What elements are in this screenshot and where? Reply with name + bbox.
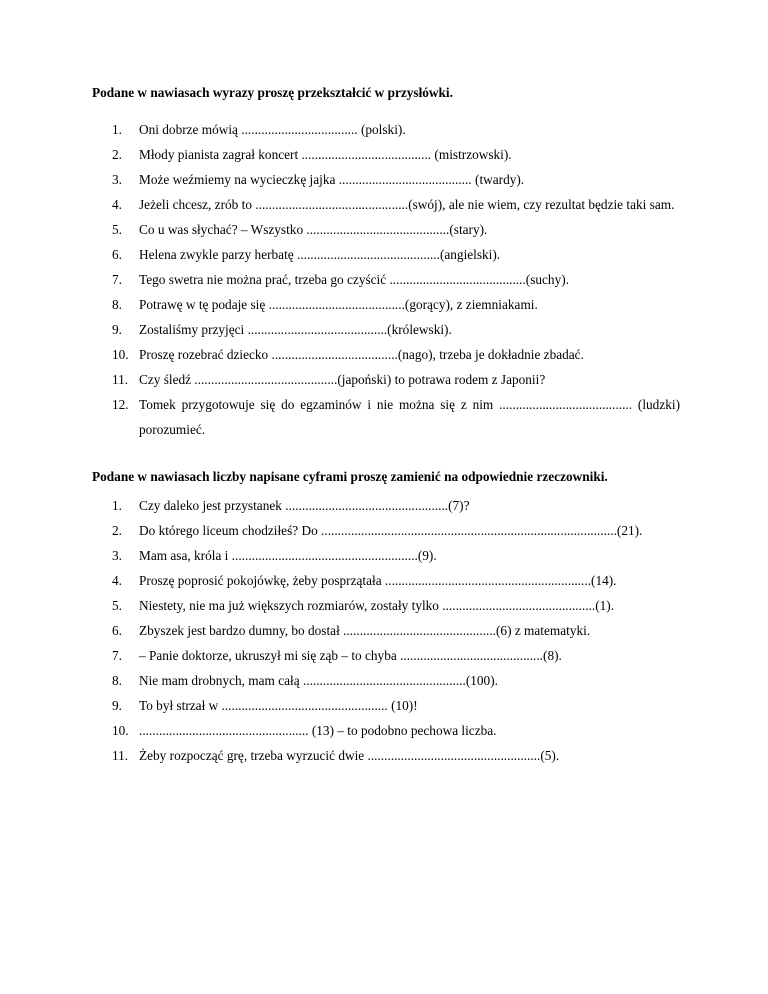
item-number: 8. — [112, 297, 122, 312]
item-number: 5. — [112, 598, 122, 613]
item-text: Czy daleko jest przystanek .................................................(7)? — [139, 498, 470, 513]
item-number: 2. — [112, 523, 122, 538]
list-item — [112, 217, 680, 242]
list-item — [112, 518, 680, 543]
section2-heading: Podane w nawiasach liczby napisane cyframi proszę zamienić na odpowiednie rzeczowniki. — [92, 469, 608, 484]
item-text: Jeżeli chcesz, zrób to ..............................................(swój), ale nie wiem, czy rezultat będzie taki sam. — [139, 197, 675, 212]
item-number: 10. — [112, 723, 129, 738]
item-text: Zostaliśmy przyjęci ..........................................(królewski). — [139, 322, 452, 337]
list-item — [112, 192, 680, 217]
item-text: Może weźmiemy na wycieczkę jajka ........................................ (twardy). — [139, 172, 525, 187]
list-item — [112, 618, 680, 643]
item-text: Oni dobrze mówią ................................... (polski). — [139, 122, 406, 137]
item-text: Co u was słychać? – Wszystko ...........................................(stary). — [139, 222, 488, 237]
item-number: 12. — [112, 397, 129, 412]
item-number: 10. — [112, 347, 129, 362]
item-text: Proszę rozebrać dziecko ......................................(nago), trzeba je dokładnie zbadać. — [139, 347, 584, 362]
list-item — [112, 117, 680, 142]
list-item — [112, 142, 680, 167]
item-text: Zbyszek jest bardzo dumny, bo dostał ..............................................(6) z matematyki. — [139, 623, 591, 638]
item-number: 6. — [112, 623, 122, 638]
list-item — [112, 493, 680, 518]
list-item — [112, 743, 680, 768]
list-item — [112, 643, 680, 668]
item-text: Niestety, nie ma już większych rozmiarów, zostały tylko ..............................................(1). — [139, 598, 615, 613]
section1-list — [112, 117, 680, 442]
item-text: – Panie doktorze, ukruszył mi się ząb – to chyba ...........................................(8). — [139, 648, 562, 663]
item-number: 1. — [112, 122, 122, 137]
section2-list — [112, 493, 680, 768]
item-number: 8. — [112, 673, 122, 688]
item-text: Do którego liceum chodziłeś? Do .........................................................................................(21). — [139, 523, 643, 538]
item-text: Helena zwykle parzy herbatę ...........................................(angielski). — [139, 247, 501, 262]
list-item — [112, 342, 680, 367]
item-text: Proszę poprosić pokojówkę, żeby posprzątała ..............................................................(14). — [139, 573, 617, 588]
item-number: 7. — [112, 272, 122, 287]
item-text: To był strzał w .................................................. (10)! — [139, 698, 418, 713]
list-item — [112, 292, 680, 317]
item-text: Nie mam drobnych, mam całą .................................................(100). — [139, 673, 498, 688]
list-item — [112, 693, 680, 718]
list-item — [112, 543, 680, 568]
item-number: 4. — [112, 573, 122, 588]
item-number: 7. — [112, 648, 122, 663]
list-item — [112, 267, 680, 292]
list-item — [112, 317, 680, 342]
item-number: 3. — [112, 548, 122, 563]
list-item — [112, 568, 680, 593]
list-item — [112, 718, 680, 743]
list-item — [112, 367, 680, 392]
item-text: Tego swetra nie można prać, trzeba go czyścić .........................................(suchy). — [139, 272, 569, 287]
item-text: Żeby rozpocząć grę, trzeba wyrzucić dwie ....................................................(5). — [139, 748, 560, 763]
item-number: 5. — [112, 222, 122, 237]
section1-heading: Podane w nawiasach wyrazy proszę przekształcić w przysłówki. — [92, 85, 453, 100]
item-number: 11. — [112, 748, 129, 763]
item-number: 9. — [112, 322, 122, 337]
item-number: 2. — [112, 147, 122, 162]
item-number: 9. — [112, 698, 122, 713]
item-text: Mam asa, króla i ........................................................(9). — [139, 548, 437, 563]
item-text: ................................................... (13) – to podobno pechowa liczba. — [139, 723, 497, 738]
list-item — [112, 392, 680, 442]
item-text: Tomek przygotowuje się do egzaminów i nie można się z nim ........................................ (ludzki) porozumieć. — [139, 397, 680, 437]
item-number: 4. — [112, 197, 122, 212]
item-number: 3. — [112, 172, 122, 187]
list-item — [112, 242, 680, 267]
item-number: 11. — [112, 372, 129, 387]
item-text: Potrawę w tę podaje się .........................................(gorący), z ziemniakami. — [139, 297, 538, 312]
list-item — [112, 593, 680, 618]
list-item — [112, 668, 680, 693]
item-text: Czy śledź ...........................................(japoński) to potrawa rodem z Japonii? — [139, 372, 546, 387]
list-item — [112, 167, 680, 192]
item-number: 6. — [112, 247, 122, 262]
item-number: 1. — [112, 498, 122, 513]
item-text: Młody pianista zagrał koncert ....................................... (mistrzowski). — [139, 147, 512, 162]
